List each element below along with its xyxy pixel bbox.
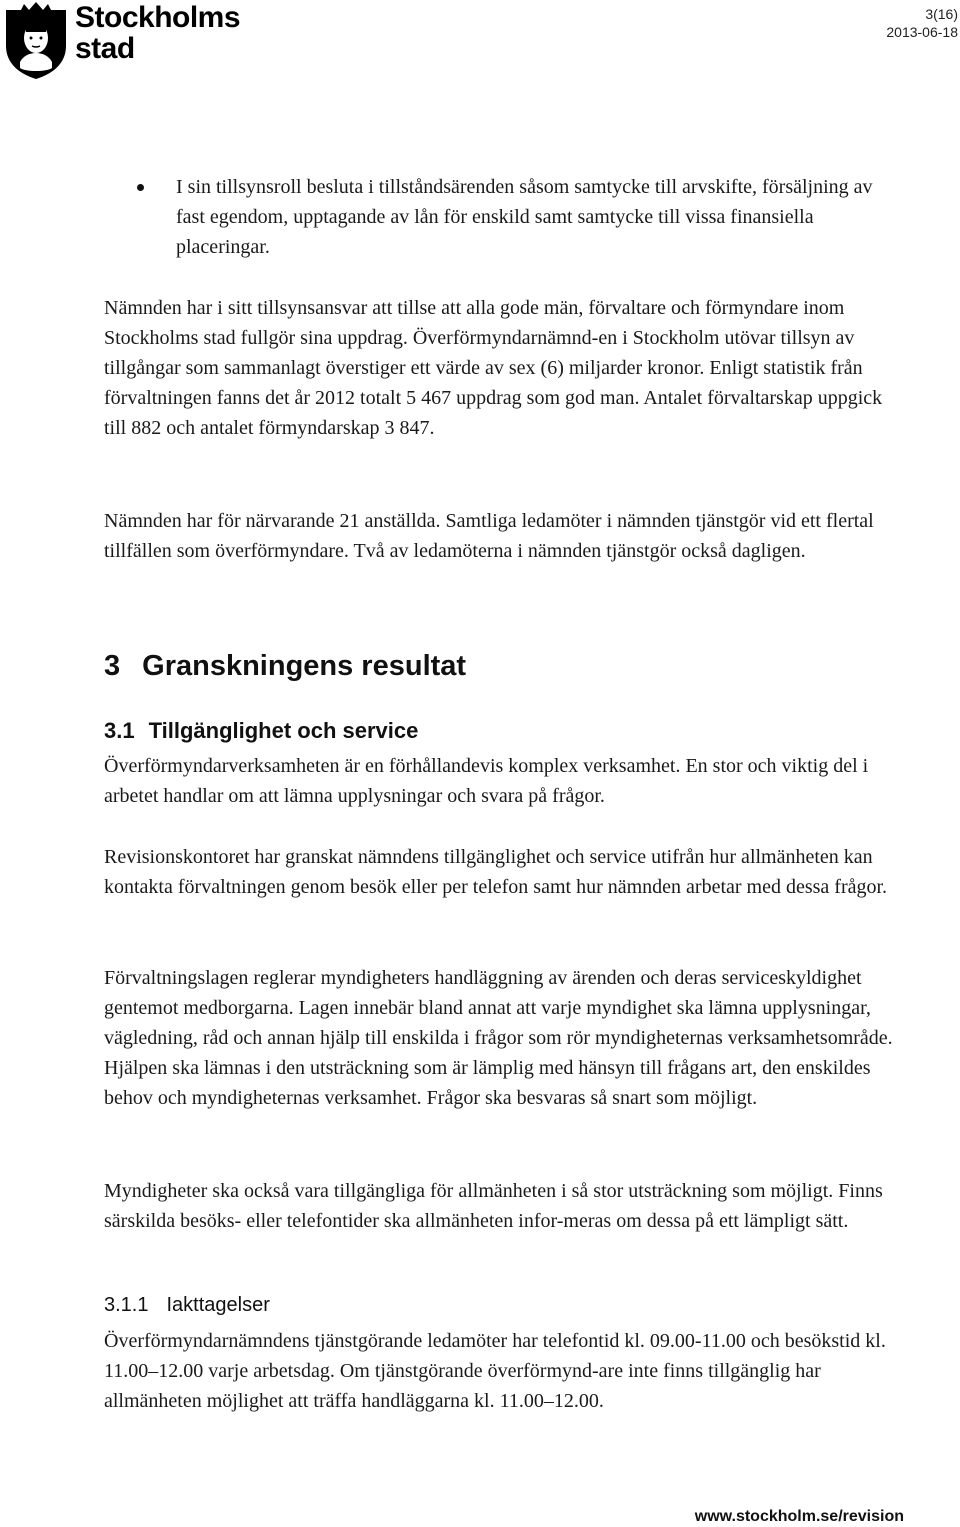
subsection-heading: [104, 718, 418, 744]
subsubsection-title: Iakttagelser: [166, 1294, 270, 1316]
paragraph-text: Överförmyndarverksamheten är en förhållandevis komplex verksamhet. En stor och viktig del i arbetet handlar om att lämna upplysningar och svara på frågor.: [104, 755, 869, 807]
paragraph-text: Revisionskontoret har granskat nämndens tillgänglighet och service utifrån hur allmänheten kan kontakta förvaltningen genom besök eller per telefon samt hur nämnden arbetar med dessa frågor.: [104, 846, 888, 898]
paragraph-text: Nämnden har för närvarande 21 anställda. Samtliga ledamöter i nämnden tjänstgör vid ett flertal tillfällen som överförmyndare. Två av ledamöterna i nämnden tjänstgör också dagligen.: [104, 510, 874, 562]
paragraph-4: [104, 842, 894, 902]
paragraph-7: [104, 1326, 894, 1416]
bullet-icon: [137, 184, 144, 191]
logo-text-line1: Stockholms: [75, 1, 241, 34]
stockholm-crest-icon: [2, 2, 70, 80]
stockholm-logo: [0, 0, 240, 80]
bullet-list-item: [140, 172, 890, 262]
paragraph-3: [104, 751, 894, 811]
section-title: Granskningens resultat: [142, 650, 467, 682]
paragraph-text: Nämnden har i sitt tillsynsansvar att tillse att alla gode män, förvaltare och förmyndare inom Stockholms stad fullgör sina uppdrag. Överförmyndarnämnd-en i Stockholm utövar tillsyn av tillgångar som sammanlagt överstiger ett värde av sex (6) miljarder kronor. Enligt statistik från förvaltningen fanns det år 2012 totalt 5 467 uppdrag som god man. Antalet förvaltarskap uppgick till 882 och antalet förmyndarskap 3 847.: [104, 297, 883, 439]
section-heading: [104, 650, 466, 683]
footer-url[interactable]: www.stockholm.se/revision: [694, 1508, 904, 1525]
section-number: 3: [104, 650, 121, 682]
paragraph-text: Förvaltningslagen reglerar myndigheters handläggning av ärenden och deras serviceskyldighet gentemot medborgarna. Lagen innebär bland annat att varje myndighet ska lämna upplysningar, vägledning, råd och annan hjälp till enskilda i frågor som rör myndigheternas verksamhetsområde. Hjälpen ska lämnas i den utsträckning som är lämplig med hänsyn till frågans art, den enskildes behov och myndigheternas verksamhet. Frågor ska besvaras så snart som möjligt.: [104, 967, 893, 1109]
subsubsection-heading: [104, 1294, 270, 1317]
subsubsection-number: 3.1.1: [104, 1294, 149, 1316]
paragraph-text: Myndigheter ska också vara tillgängliga för allmänheten i så stor utsträckning som möjligt. Finns särskilda besöks- eller telefontider ska allmänheten infor-meras om dessa på ett lämpligt sätt.: [104, 1180, 883, 1232]
page-number: 3(16): [925, 6, 958, 22]
paragraph-2: [104, 506, 894, 566]
subsection-number: 3.1: [104, 718, 135, 743]
paragraph-6: [104, 1176, 894, 1236]
subsection-title: Tillgänglighet och service: [148, 718, 419, 743]
document-date: 2013-06-18: [886, 24, 958, 40]
paragraph-5: [104, 963, 894, 1113]
paragraph-1: [104, 293, 894, 443]
logo-text-line2: stad: [75, 32, 135, 65]
bullet-text: I sin tillsynsroll besluta i tillståndsärenden såsom samtycke till arvskifte, försäljning av fast egendom, upptagande av lån för enskild samt samtycke till vissa finansiella placeringar.: [176, 176, 873, 258]
paragraph-text: Överförmyndarnämndens tjänstgörande ledamöter har telefontid kl. 09.00-11.00 och besökstid kl. 11.00–12.00 varje arbetsdag. Om tjänstgörande överförmynd-are inte finns tillgänglig har allmänheten möjlighet att träffa handläggarna kl. 11.00–12.00.: [104, 1330, 886, 1412]
